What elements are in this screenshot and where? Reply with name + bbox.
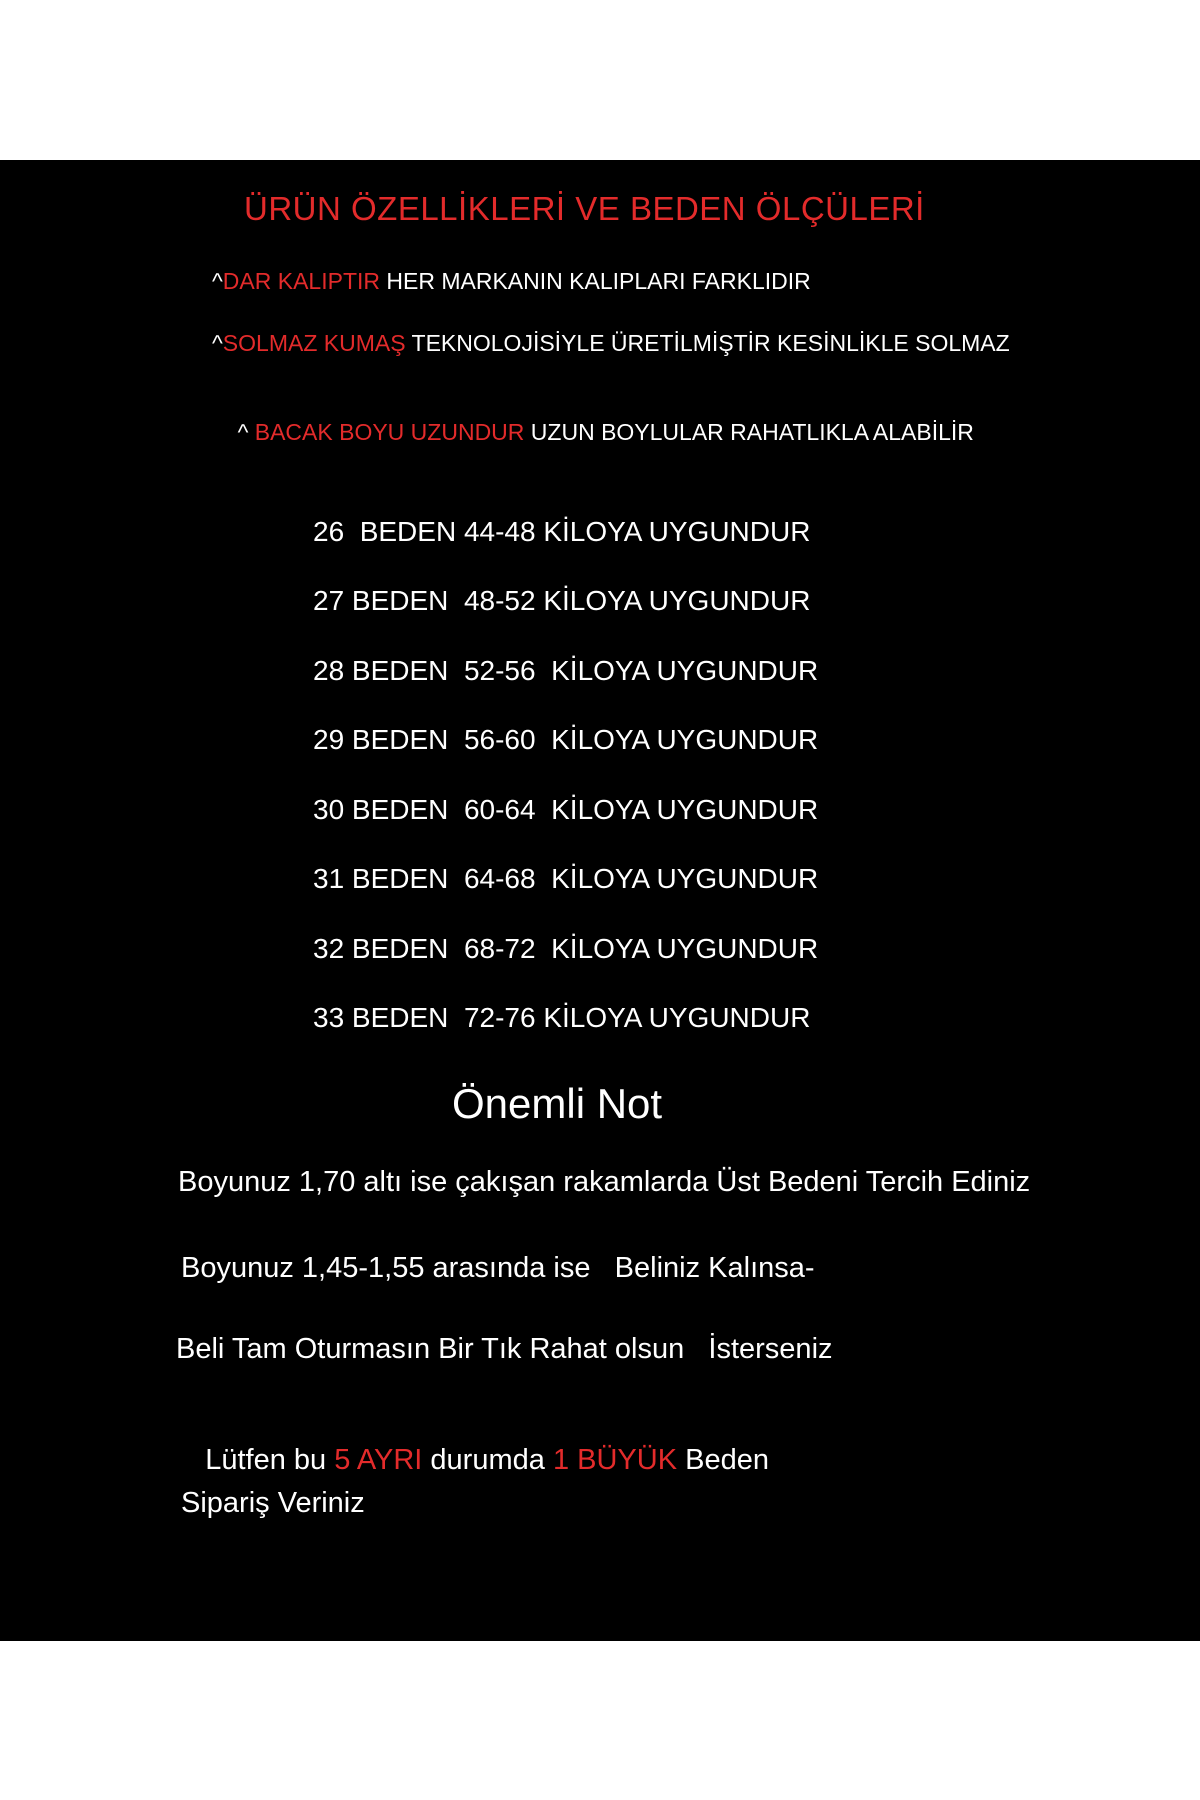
size-row: 33 BEDEN 72-76 KİLOYA UYGUNDUR	[313, 1002, 811, 1033]
note-text: durumda	[422, 1444, 553, 1476]
feature-prefix: ^	[212, 330, 223, 356]
note-text: Lütfen bu	[205, 1444, 335, 1476]
feature-highlight: BACAK BOYU UZUNDUR	[254, 419, 525, 445]
size-row: 31 BEDEN 64-68 KİLOYA UYGUNDUR	[313, 863, 819, 894]
note-highlight: 1 BÜYÜK	[552, 1444, 678, 1476]
feature-text: UZUN BOYLULAR RAHATLIKLA ALABİLİR	[524, 419, 974, 445]
feature-prefix: ^	[212, 268, 223, 294]
note-line: Sipariş Veriniz	[181, 1487, 365, 1519]
size-row: 29 BEDEN 56-60 KİLOYA UYGUNDUR	[313, 724, 819, 755]
feature-item	[212, 268, 811, 295]
size-row: 32 BEDEN 68-72 KİLOYA UYGUNDUR	[313, 933, 819, 964]
note-line: Boyunuz 1,45-1,55 arasında ise Beliniz Kalınsa-	[181, 1252, 815, 1284]
note-text: Beden	[677, 1444, 769, 1476]
note-heading: Önemli Not	[452, 1080, 663, 1127]
page-title: ÜRÜN ÖZELLİKLERİ VE BEDEN ÖLÇÜLERİ	[244, 190, 925, 227]
note-highlight: 5 AYRI	[334, 1444, 423, 1476]
size-row: 26 BEDEN 44-48 KİLOYA UYGUNDUR	[313, 516, 811, 547]
feature-item	[212, 392, 974, 473]
feature-highlight: SOLMAZ KUMAŞ	[222, 330, 406, 356]
size-row: 28 BEDEN 52-56 KİLOYA UYGUNDUR	[313, 655, 819, 686]
info-panel	[0, 160, 1200, 1641]
feature-text: HER MARKANIN KALIPLARI FARKLIDIR	[380, 268, 811, 294]
size-row: 27 BEDEN 48-52 KİLOYA UYGUNDUR	[313, 585, 811, 616]
feature-highlight: DAR KALIPTIR	[222, 268, 381, 294]
size-row: 30 BEDEN 60-64 KİLOYA UYGUNDUR	[313, 794, 819, 825]
feature-text: TEKNOLOJİSİYLE ÜRETİLMİŞTİR KESİNLİKLE SOLMAZ	[405, 330, 1010, 356]
note-line: Beli Tam Oturmasın Bir Tık Rahat olsun İsterseniz	[176, 1333, 833, 1365]
feature-item	[212, 330, 1010, 357]
feature-prefix: ^	[237, 419, 255, 445]
note-line: Boyunuz 1,70 altı ise çakışan rakamlarda Üst Bedeni Tercih Ediniz	[178, 1166, 1031, 1198]
